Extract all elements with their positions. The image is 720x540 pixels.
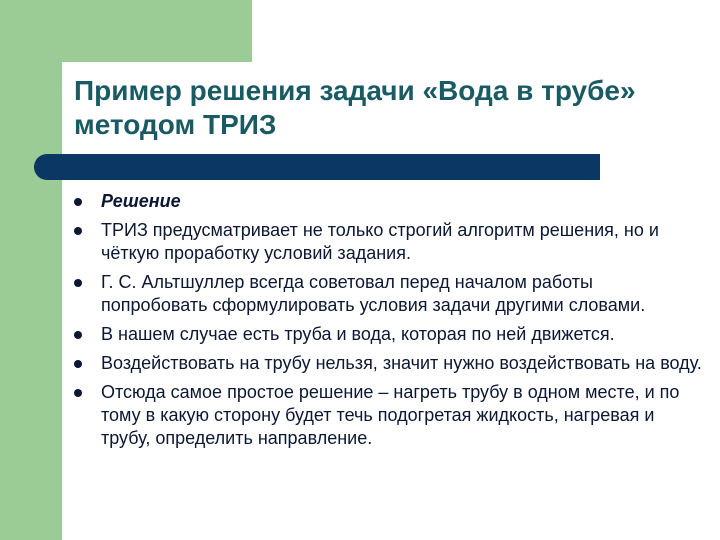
bullet-text: Воздействовать на трубу нельзя, значит нужно воздействовать на воду. — [101, 353, 702, 373]
bullet-item — [72, 381, 702, 450]
bullet-dot-icon — [74, 279, 82, 287]
slide-title: Пример решения задачи «Вода в трубе» методом ТРИЗ — [74, 75, 636, 140]
bullet-item — [72, 219, 702, 265]
bullet-text: Г. С. Альтшуллер всегда советовал перед началом работы попробовать сформулировать условия задачи другими словами. — [101, 272, 646, 315]
bullet-text: В нашем случае есть труба и вода, которая по ней движется. — [101, 324, 615, 344]
bullet-text: Отсюда самое простое решение – нагреть трубу в одном месте, и по тому в какую сторону будет течь подогретая жидкость, нагревая и трубу, определить направление. — [101, 382, 680, 448]
bullet-list — [72, 190, 702, 456]
green-accent-left — [0, 0, 62, 540]
bullet-item — [72, 271, 702, 317]
bullet-item — [72, 352, 702, 375]
bullet-dot-icon — [74, 227, 82, 235]
bullet-text: ТРИЗ предусматривает не только строгий алгоритм решения, но и чёткую проработку условий задания. — [101, 220, 659, 263]
bullet-item — [72, 323, 702, 346]
bullet-dot-icon — [74, 389, 82, 397]
bullet-dot-icon — [74, 360, 82, 368]
title-underline-bar — [34, 154, 600, 180]
green-accent-top — [0, 0, 252, 62]
bullet-dot-icon — [74, 331, 82, 339]
bullet-dot-icon — [74, 198, 82, 206]
bullet-text: Решение — [101, 191, 181, 211]
bullet-item — [72, 190, 702, 213]
